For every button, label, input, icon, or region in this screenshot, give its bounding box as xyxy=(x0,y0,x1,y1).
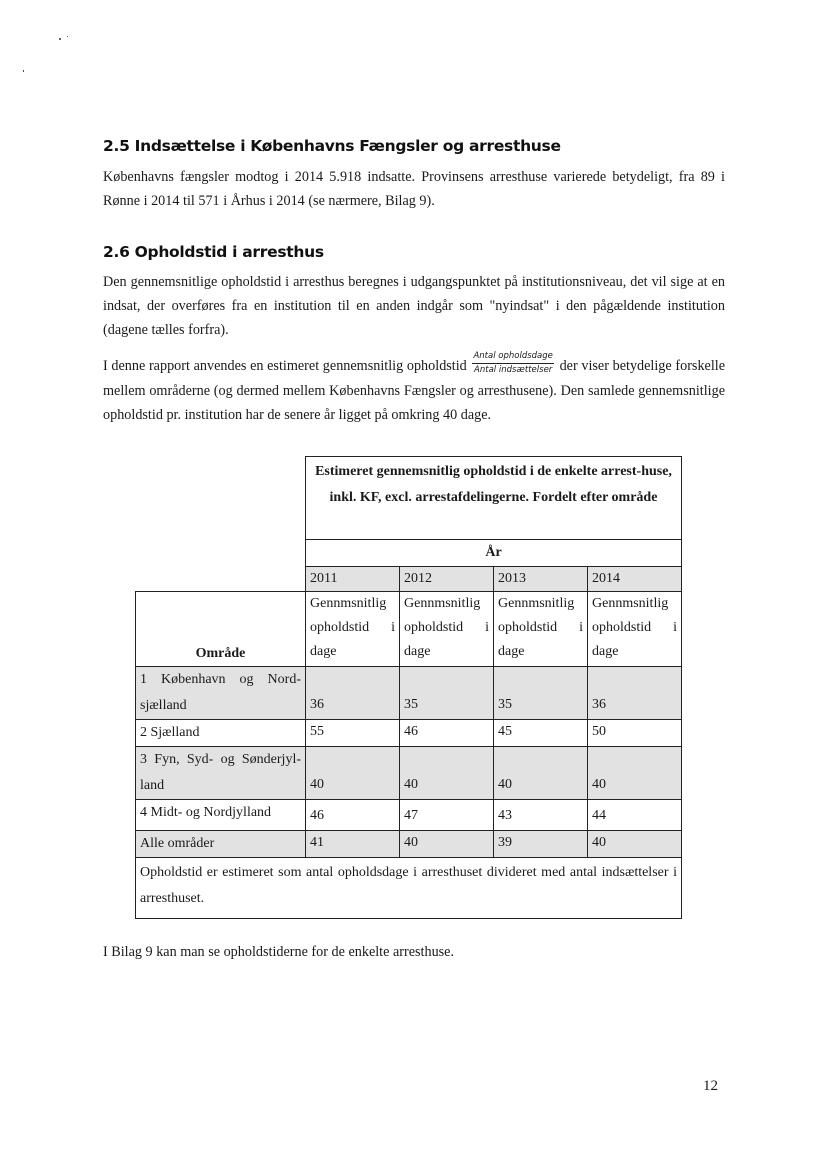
value-cell: 36 xyxy=(306,667,400,720)
value-cell: 46 xyxy=(400,720,494,747)
area-cell: Alle områder xyxy=(136,831,306,858)
column-header: Gennmsnitlig opholdstid i dage xyxy=(400,592,494,667)
value-cell: 36 xyxy=(588,667,682,720)
scan-speck xyxy=(67,36,68,37)
section-heading-2-5: 2.5 Indsættelse i Københavns Fængsler og arresthuse xyxy=(103,137,561,155)
formula-numerator: Antal opholdsdage xyxy=(472,351,553,364)
opholdstid-table xyxy=(135,456,682,919)
para2-after: der viser betydelige forskelle mellem områderne (og dermed mellem Københavns Fængsler og arresthusene). Den samlede gennemsnitlige opholdstid pr. institution har de senere år ligget på omkring 40 dage. xyxy=(103,358,726,424)
table-title: Estimeret gennemsnitlig opholdstid i de enkelte arrest-huse, inkl. KF, excl. arrestafdelingerne. Fordelt efter område xyxy=(306,457,682,540)
scan-speck xyxy=(23,70,24,72)
value-cell: 41 xyxy=(306,831,400,858)
section-heading-2-6: 2.6 Opholdstid i arresthus xyxy=(103,243,324,261)
value-cell: 35 xyxy=(494,667,588,720)
value-cell: 40 xyxy=(306,747,400,800)
value-cell: 39 xyxy=(494,831,588,858)
section-2-6-para2 xyxy=(103,351,726,427)
value-cell: 40 xyxy=(494,747,588,800)
table-row xyxy=(136,831,682,858)
table-row xyxy=(136,720,682,747)
column-header: Gennmsnitlig opholdstid i dage xyxy=(494,592,588,667)
area-cell: 3 Fyn, Syd- og Sønderjyl-land xyxy=(136,747,306,800)
year-header: 2011 xyxy=(306,567,400,592)
column-header: Gennmsnitlig opholdstid i dage xyxy=(306,592,400,667)
year-label: År xyxy=(306,540,682,567)
value-cell: 44 xyxy=(588,800,682,831)
scan-speck xyxy=(59,38,61,40)
formula-fraction xyxy=(472,351,553,376)
value-cell: 40 xyxy=(400,747,494,800)
value-cell: 50 xyxy=(588,720,682,747)
table-row xyxy=(136,667,682,720)
value-cell: 40 xyxy=(400,831,494,858)
year-header: 2013 xyxy=(494,567,588,592)
year-header: 2012 xyxy=(400,567,494,592)
formula-denominator: Antal indsættelser xyxy=(474,365,553,376)
year-header: 2014 xyxy=(588,567,682,592)
value-cell: 40 xyxy=(588,747,682,800)
area-cell: 2 Sjælland xyxy=(136,720,306,747)
value-cell: 47 xyxy=(400,800,494,831)
value-cell: 35 xyxy=(400,667,494,720)
section-2-5-body: Københavns fængsler modtog i 2014 5.918 indsatte. Provinsens arresthuse varierede betydeligt, fra 89 i Rønne i 2014 til 571 i Århus i 2014 (se nærmere, Bilag 9). xyxy=(103,169,725,209)
area-cell: 1 København og Nord-sjælland xyxy=(136,667,306,720)
para2-before: I denne rapport anvendes en estimeret gennemsnitlig opholdstid xyxy=(103,358,467,374)
table-row xyxy=(136,800,682,831)
column-header: Gennmsnitlig opholdstid i dage xyxy=(588,592,682,667)
table-note: Opholdstid er estimeret som antal opholdsdage i arresthuset divideret med antal indsættelser i arresthuset. xyxy=(136,858,682,919)
closing-paragraph: I Bilag 9 kan man se opholdstiderne for de enkelte arresthuse. xyxy=(103,944,455,960)
area-cell: 4 Midt- og Nordjylland xyxy=(136,800,306,831)
value-cell: 55 xyxy=(306,720,400,747)
value-cell: 46 xyxy=(306,800,400,831)
table-row xyxy=(136,747,682,800)
value-cell: 40 xyxy=(588,831,682,858)
value-cell: 45 xyxy=(494,720,588,747)
page-number: 12 xyxy=(703,1078,718,1094)
section-2-6-para1: Den gennemsnitlige opholdstid i arresthus beregnes i udgangspunktet på institutionsniveau, det vil sige at en indsat, der overføres fra en institution til en anden indgår som "nyindsat" i den pågældende institution (dagene tælles forfra). xyxy=(103,274,725,338)
area-header: Område xyxy=(136,592,306,667)
value-cell: 43 xyxy=(494,800,588,831)
